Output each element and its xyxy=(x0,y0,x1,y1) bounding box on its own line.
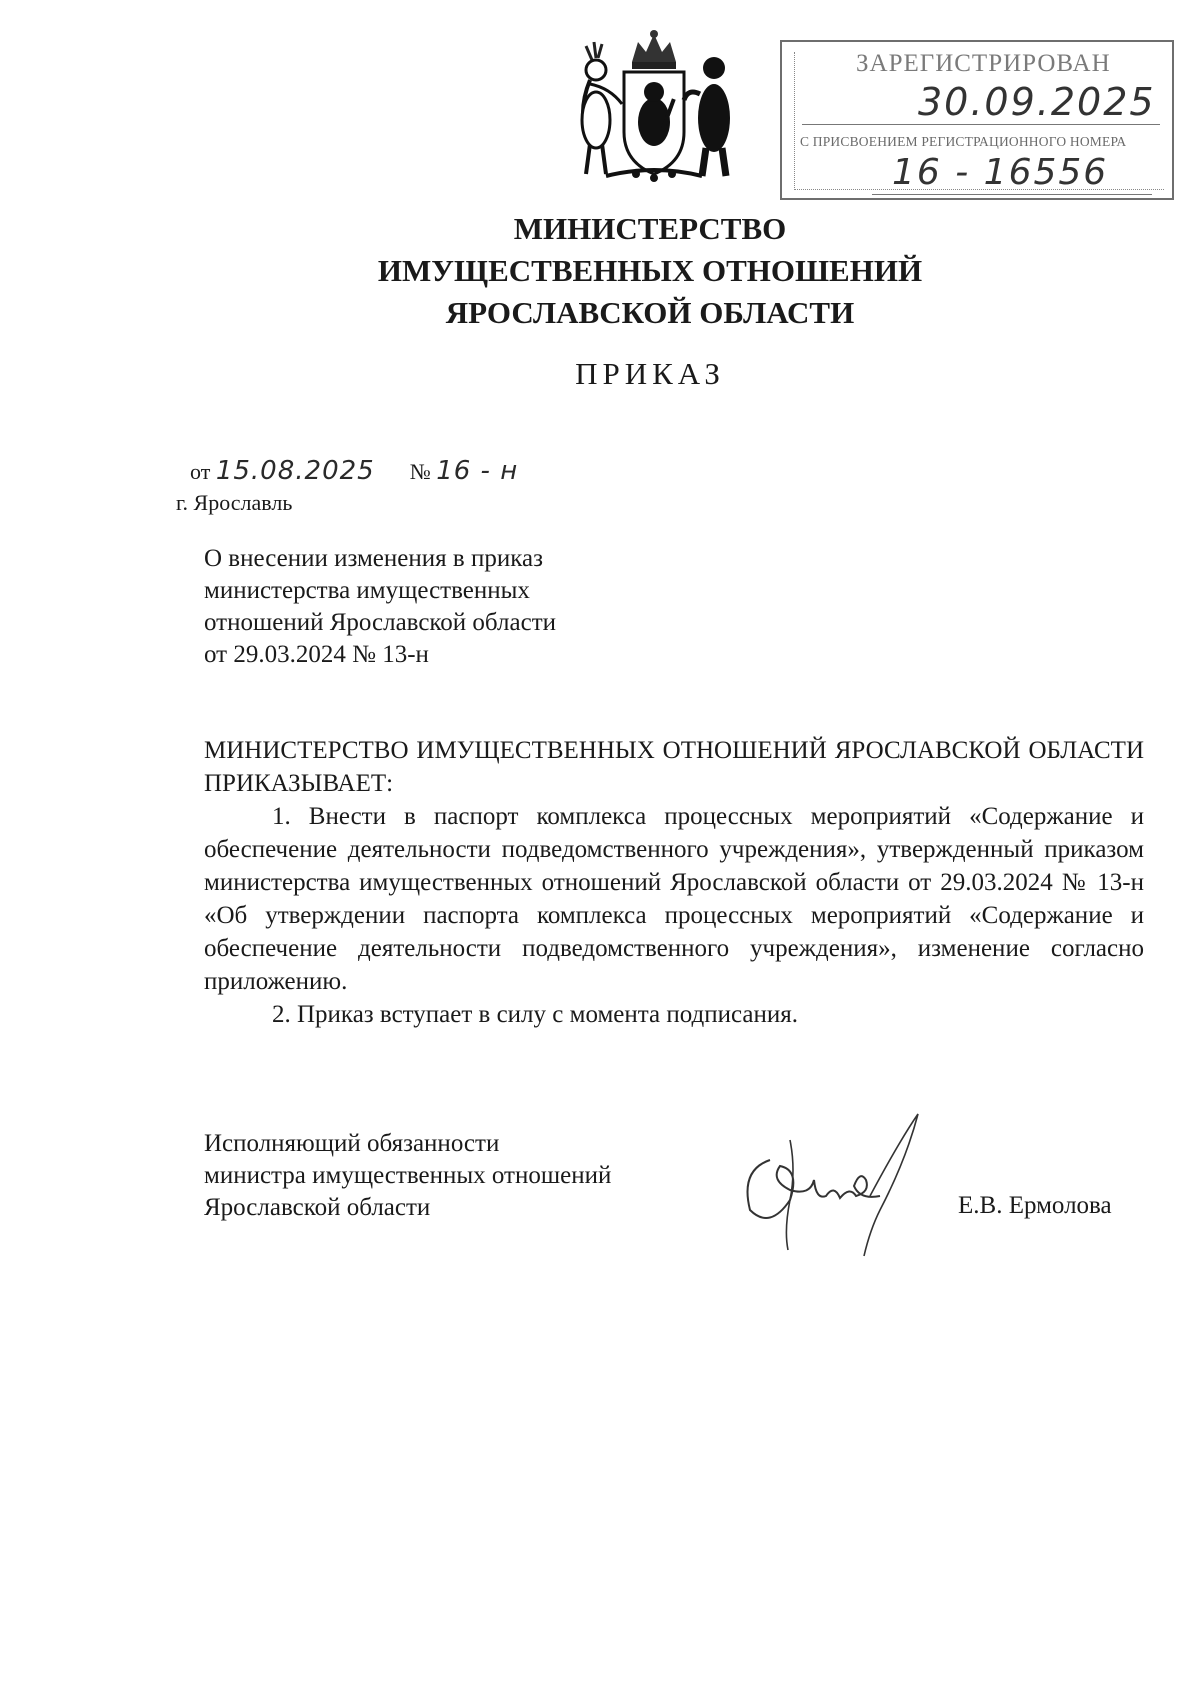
signer-position xyxy=(204,1128,724,1224)
subject-line: министерства имущественных xyxy=(204,577,530,604)
coat-of-arms-icon xyxy=(566,28,742,186)
handwritten-signature xyxy=(730,1100,930,1260)
subject-line: О внесении изменения в приказ xyxy=(204,545,543,572)
stamp-date: 30.09.2025 xyxy=(918,80,1156,124)
subject-line: отношений Ярославской области xyxy=(204,609,557,636)
stamp-divider xyxy=(872,194,1152,195)
order-preamble: МИНИСТЕРСТВО ИМУЩЕСТВЕННЫХ ОТНОШЕНИЙ ЯРОСЛАВСКОЙ ОБЛАСТИ ПРИКАЗЫВАЕТ: xyxy=(204,737,1144,797)
order-number: 16 - н xyxy=(436,456,519,486)
stamp-caption: С ПРИСВОЕНИЕМ РЕГИСТРАЦИОННОГО НОМЕРА xyxy=(800,134,1127,149)
number-label: № xyxy=(409,459,431,484)
ministry-line: МИНИСТЕРСТВО xyxy=(513,211,787,246)
order-item: 2. Приказ вступает в силу с момента подписания. xyxy=(272,1001,798,1028)
stamp-title: ЗАРЕГИСТРИРОВАН xyxy=(856,50,1111,77)
registration-stamp xyxy=(780,40,1174,200)
stamp-registration-number: 16 - 16556 xyxy=(892,152,1109,193)
stamp-divider xyxy=(802,124,1160,125)
order-dateline xyxy=(190,456,550,486)
ministry-heading xyxy=(300,208,1000,334)
subject-line: от 29.03.2024 № 13-н xyxy=(204,641,429,668)
ministry-line: ЯРОСЛАВСКОЙ ОБЛАСТИ xyxy=(445,295,855,330)
signer-position-line: министра имущественных отношений xyxy=(204,1162,612,1189)
document-type: ПРИКАЗ xyxy=(575,356,725,391)
from-label: от xyxy=(190,459,211,484)
signer-name: Е.В. Ермолова xyxy=(958,1192,1112,1219)
signer-position-line: Исполняющий обязанности xyxy=(204,1130,500,1157)
ministry-line: ИМУЩЕСТВЕННЫХ ОТНОШЕНИЙ xyxy=(377,253,923,288)
order-subject xyxy=(204,543,624,671)
order-city: г. Ярославль xyxy=(176,490,293,515)
signer-position-line: Ярославской области xyxy=(204,1194,431,1221)
order-date: 15.08.2025 xyxy=(215,456,375,486)
order-item: 1. Внести в паспорт комплекса процессных мероприятий «Содержание и обеспечение деятельности подведомственного учреждения», утвержденный приказом министерства имущественных отношений Ярославской области от 29.03.2024 № 13-н «Об утверждении паспорта комплекса процессных мероприятий «Содержание и обеспечение деятельности подведомственного учреждения», изменение согласно приложению. xyxy=(204,803,1144,995)
order-body xyxy=(204,734,1144,1031)
